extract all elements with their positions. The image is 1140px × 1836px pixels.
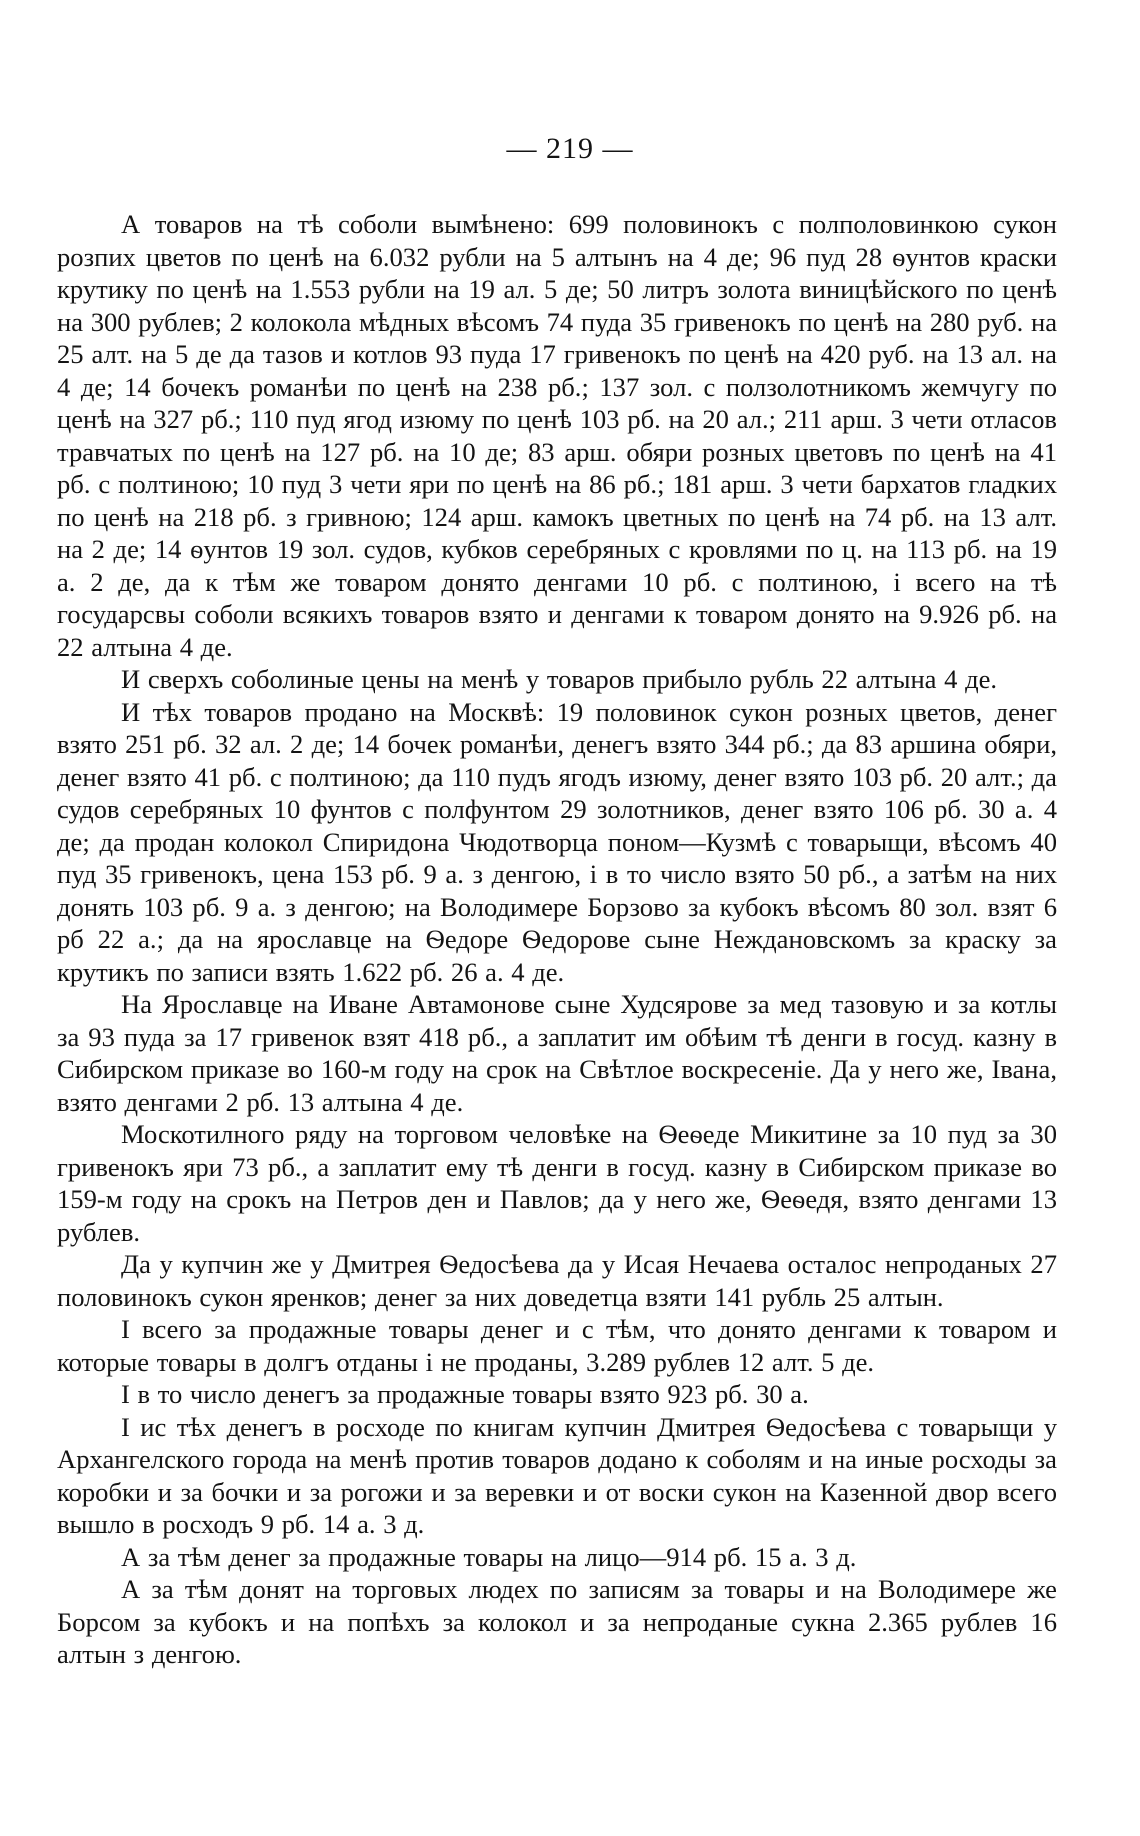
paragraph-surplus: И сверхъ соболиные цены на менѣ у товаров прибыло рубль 22 алтына 4 де. (121, 664, 998, 694)
paragraph-outstanding: А за тѣм донят на торговых людех по записям за товары и на Володимере же Борсом за кубокъ и на попѣхъ за колокол и за непроданые сукна 2.365 рублев 16 алтын з денгою. (57, 1574, 1057, 1669)
paragraph-moskotilny-row: Москотилного ряду на торговом человѣке на Ѳеѳеде Микитине за 10 пуд за 30 гривенокъ яри 73 рб., а заплатит ему тѣ денги в госуд. казну в Сибирском приказе во 159-м году на срокъ на Петров ден и Павлов; да у него же, Ѳеѳедя, взято денгами 13 рублев. (57, 1119, 1057, 1247)
paragraph-sold-in-moscow: И тѣх товаров продано на Москвѣ: 19 половинок сукон розных цветов, денег взято 251 рб. 32 ал. 2 де; 14 бочек романѣи, денегъ взято 344 рб.; да 83 аршина обяри, денег взято 41 рб. с полтиною; да 110 пудъ ягодъ изюму, денег взято 103 рб. 20 алт.; да судов серебряных 10 фунтов с полфунтом 29 золотников, денег взято 106 рб. 30 а. 4 де; да продан колокол Спиридона Чюдотворца поном—Кузмѣ с товарыщи, вѣсомъ 40 пуд 35 гривенокъ, цена 153 рб. 9 а. з денгою, і в то число взято 50 рб., а затѣм на них донять 103 рб. 9 а. з денгою; на Володимере Борзово за кубокъ вѣсомъ 80 зол. взят 6 рб 22 а.; да на ярославце на Ѳедоре Ѳедорове сыне Неждановскомъ за краску за крутикъ по записи взять 1.622 рб. 26 а. 4 де. (57, 696, 1057, 987)
paragraph-money-taken: І в то число денегъ за продажные товары взято 923 рб. 30 а. (121, 1379, 809, 1409)
page-number: — 219 — (506, 132, 634, 165)
paragraph-cash-on-hand: А за тѣм денег за продажные товары на лицо—914 рб. 15 а. 3 д. (121, 1541, 857, 1572)
paragraph-expenses: І ис тѣх денегъ в росходе по книгам купчин Дмитрея Ѳедосѣева с товарыщи у Архангелского города на менѣ против товаров додано к соболям и на иные росходы за коробки и за бочки и за рогожи и за веревки и от воски сукон на Казенной двор всего вышло в росходъ 9 рб. 14 а. 3 д. (57, 1411, 1057, 1539)
paragraph-total: І всего за продажные товары денег и с тѣм, что донято денгами к товаром и которые товары в долгъ отданы і не проданы, 3.289 рублев 12 алт. 5 де. (57, 1314, 1057, 1377)
paragraph-unsold-cloth: Да у купчин же у Дмитрея Ѳедосѣева да у Исая Нечаева осталос непроданых 27 половинокъ сукон яренков; денег за них доведетца взяти 141 рубль 25 алтын. (57, 1249, 1057, 1312)
body-text (57, 208, 1057, 1671)
paragraph-yaroslavl-debt: На Ярославце на Иване Автамонове сыне Худсярове за мед тазовую и за котлы за 93 пуда за 17 гривенок взят 418 рб., а заплатит им обѣим тѣ денги в госуд. казну в Сибирском приказе во 160-м году на срок на Свѣтлое воскресеніе. Да у него же, Івана, взято денгами 2 рб. 13 алтына 4 де. (57, 989, 1057, 1117)
paragraph-goods-exchanged: А товаров на тѣ соболи вымѣнено: 699 половинокъ с полполовинкою сукон розпих цветов по ценѣ на 6.032 рубли на 5 алтынъ на 4 де; 96 пуд 28 ѳунтов краски крутику по ценѣ на 1.553 рубли на 19 ал. 5 де; 50 литръ золота виницѣйского по ценѣ на 300 рублев; 2 колокола мѣдных вѣсомъ 74 пуда 35 гривенокъ по ценѣ на 280 руб. на 25 алт. на 5 де да тазов и котлов 93 пуда 17 гривенокъ по ценѣ на 420 руб. на 13 ал. на 4 де; 14 бочекъ романѣи по ценѣ на 238 рб.; 137 зол. с ползолотникомъ жемчугу по ценѣ на 327 рб.; 110 пуд ягод изюму по ценѣ 103 рб. на 20 ал.; 211 арш. 3 чети отласов травчатых по ценѣ на 127 рб. на 10 де; 83 арш. обяри розных цветовъ по ценѣ на 41 рб. с полтиною; 10 пуд 3 чети яри по ценѣ на 86 рб.; 181 арш. 3 чети бархатов гладких по ценѣ на 218 рб. з гривною; 124 арш. камокъ цветных по ценѣ на 74 рб. на 13 алт. на 2 де; 14 ѳунтов 19 зол. судов, кубков серебряных с кровлями по ц. на 113 рб. на 19 а. 2 де, да к тѣм же товаром донято денгами 10 рб. с полтиною, і всего на тѣ государсвы соболи всякихъ товаров взято и денгами к товаром донято на 9.926 рб. на 22 алтына 4 де. (57, 209, 1057, 662)
